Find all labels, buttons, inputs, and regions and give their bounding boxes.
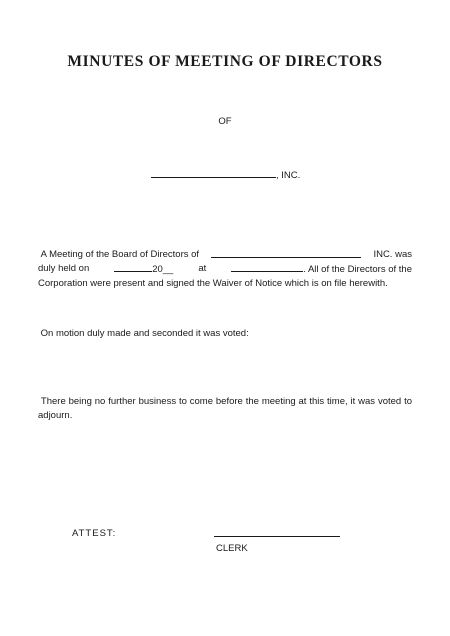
meeting-line2-a: duly held on [38, 263, 90, 274]
company-name-line [151, 168, 300, 181]
meeting-line2-end: . All of the Directors of the [303, 264, 412, 275]
document-title: MINUTES OF MEETING OF DIRECTORS [67, 53, 383, 70]
meeting-line1-start: A Meeting of the Board of Directors of [40, 249, 200, 260]
board-company-blank [211, 248, 361, 258]
meeting-line2-at: at [198, 263, 207, 274]
company-name-blank [151, 168, 276, 178]
date-blank [114, 262, 152, 272]
of-label: OF [218, 116, 232, 127]
clerk-signature-line [214, 536, 340, 537]
meeting-line1-end: INC. was [373, 249, 412, 260]
location-blank [231, 262, 303, 272]
company-suffix: , INC. [276, 170, 301, 181]
meeting-line-2 [38, 262, 412, 277]
meeting-line-3: Corporation were present and signed the Waiver of Notice which is on file herewith. [38, 278, 388, 289]
adjourn-text: There being no further business to come before the meeting at this time, it was voted to adjourn. [38, 396, 412, 421]
attest-label: ATTEST: [72, 528, 117, 539]
clerk-label: CLERK [216, 543, 248, 554]
motion-text: On motion duly made and seconded it was voted: [40, 328, 249, 339]
meeting-line-1 [38, 248, 412, 262]
motion-paragraph [38, 327, 412, 341]
meeting-paragraph [38, 248, 412, 291]
year-label: 20__ [152, 264, 174, 275]
adjourn-paragraph [38, 395, 412, 423]
